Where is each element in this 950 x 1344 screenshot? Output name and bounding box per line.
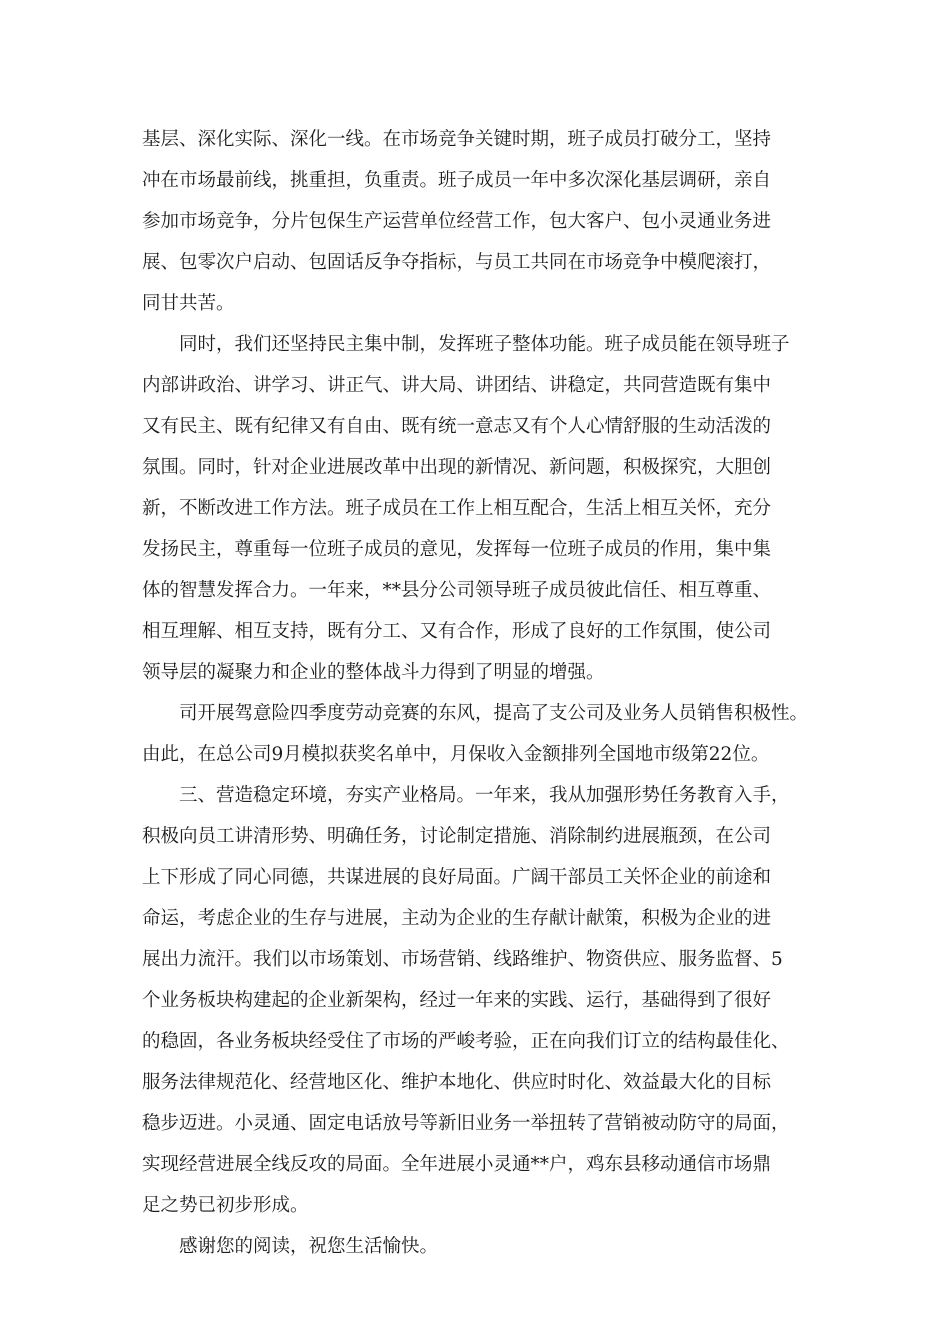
paragraph-3 <box>142 693 822 775</box>
text-line: 个业务板块构建起的企业新架构，经过一年来的实践、运行，基础得到了很好 <box>142 990 772 1011</box>
text-line: 内部讲政治、讲学习、讲正气、讲大局、讲团结、讲稳定，共同营造既有集中 <box>142 375 772 396</box>
text-line: 同时，我们还坚持民主集中制，发挥班子整体功能。班子成员能在领导班子 <box>142 334 790 355</box>
text-line: 积极向员工讲清形势、明确任务，讨论制定措施、消除制约进展瓶颈，在公司 <box>142 826 772 847</box>
paragraph-2 <box>142 324 822 693</box>
text-line: 展出力流汗。我们以市场策划、市场营销、线路维护、物资供应、服务监督、5 <box>142 949 783 970</box>
text-line: 实现经营进展全线反攻的局面。全年进展小灵通**户，鸡东县移动通信市场鼎 <box>142 1154 772 1175</box>
text-line: 发扬民主，尊重每一位班子成员的意见，发挥每一位班子成员的作用，集中集 <box>142 539 772 560</box>
text-line: 又有民主、既有纪律又有自由、既有统一意志又有个人心情舒服的生动活泼的 <box>142 416 772 437</box>
text-line: 领导层的凝聚力和企业的整体战斗力得到了明显的增强。 <box>142 662 605 683</box>
text-line: 展、包零次户启动、包固话反争夺指标，与员工共同在市场竞争中模爬滚打， <box>142 252 772 273</box>
text-line: 足之势已初步形成。 <box>142 1195 309 1216</box>
paragraph-4 <box>142 775 822 1226</box>
text-line: 参加市场竞争，分片包保生产运营单位经营工作，包大客户、包小灵通业务进 <box>142 211 772 232</box>
paragraph-5 <box>142 1226 822 1267</box>
text-line: 服务法律规范化、经营地区化、维护本地化、供应时时化、效益最大化的目标 <box>142 1072 772 1093</box>
text-line: 相互理解、相互支持，既有分工、又有合作，形成了良好的工作氛围，使公司 <box>142 621 772 642</box>
text-line: 三、营造稳定环境，夯实产业格局。一年来，我从加强形势任务教育入手， <box>142 785 790 806</box>
text-line: 的稳固，各业务板块经受住了市场的严峻考验，正在向我们订立的结构最佳化、 <box>142 1031 790 1052</box>
paragraph-1 <box>142 119 822 324</box>
text-line: 新，不断改进工作方法。班子成员在工作上相互配合，生活上相互关怀，充分 <box>142 498 772 519</box>
text-line: 冲在市场最前线，挑重担，负重责。班子成员一年中多次深化基层调研，亲自 <box>142 170 772 191</box>
document-body <box>142 119 822 1267</box>
text-line: 感谢您的阅读，祝您生活愉快。 <box>142 1236 439 1257</box>
text-line: 同甘共苦。 <box>142 293 235 314</box>
text-line: 稳步迈进。小灵通、固定电话放号等新旧业务一举扭转了营销被动防守的局面， <box>142 1113 790 1134</box>
text-line: 司开展驾意险四季度劳动竞赛的东风，提高了支公司及业务人员销售积极性。 <box>142 703 809 724</box>
text-line: 命运，考虑企业的生存与进展，主动为企业的生存献计献策，积极为企业的进 <box>142 908 772 929</box>
text-line: 体的智慧发挥合力。一年来，**县分公司领导班子成员彼此信任、相互尊重、 <box>142 580 772 601</box>
text-line: 氛围。同时，针对企业进展改革中出现的新情况、新问题，积极探究，大胆创 <box>142 457 772 478</box>
text-line: 由此，在总公司9月模拟获奖名单中，月保收入金额排列全国地市级第22位。 <box>142 744 770 765</box>
text-line: 基层、深化实际、深化一线。在市场竞争关键时期，班子成员打破分工，坚持 <box>142 129 772 150</box>
text-line: 上下形成了同心同德，共谋进展的良好局面。广阔干部员工关怀企业的前途和 <box>142 867 772 888</box>
